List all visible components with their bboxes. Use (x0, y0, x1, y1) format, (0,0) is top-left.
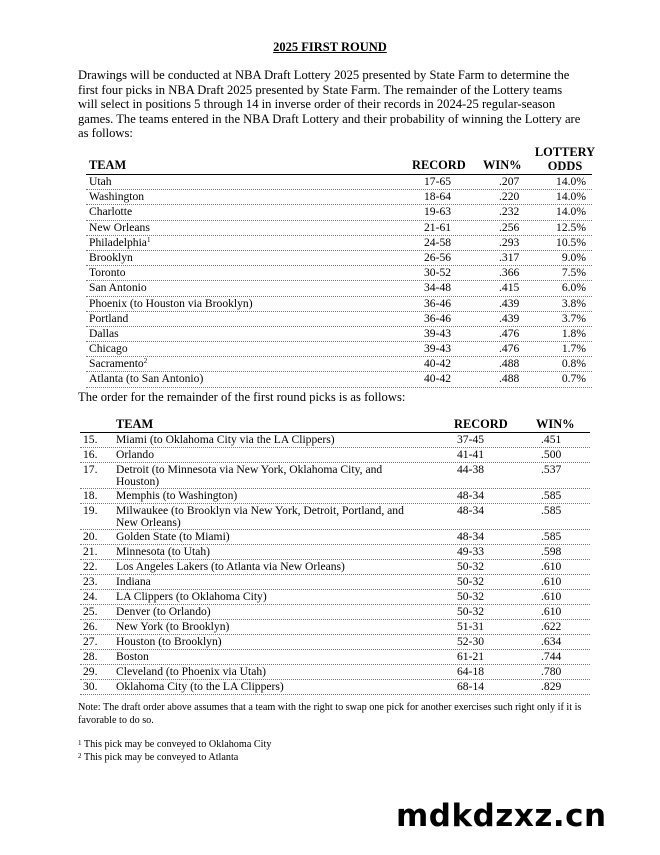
win-pct-cell: .537 (541, 462, 562, 476)
win-pct-cell: .585 (541, 488, 562, 502)
team-cell (89, 205, 132, 219)
win-pct-cell: .476 (499, 326, 520, 340)
win-pct-cell: .415 (499, 281, 520, 295)
win-pct-cell: .488 (499, 372, 520, 386)
team-cell: Oklahoma City (to the LA Clippers) (116, 679, 284, 693)
team-cell: Miami (to Oklahoma City via the LA Clippers) (116, 432, 335, 446)
pick-number-cell: 17. (83, 462, 98, 476)
lottery-odds-cell: 12.5% (556, 220, 586, 234)
team-cell (89, 312, 128, 326)
team-cell (89, 190, 144, 204)
remainder-intro: The order for the remainder of the first round picks is as follows: (78, 390, 406, 404)
team-cell: Los Angeles Lakers (to Atlanta via New Orleans) (116, 559, 345, 573)
win-pct-cell: .598 (541, 544, 562, 558)
pick-number-cell: 30. (83, 679, 98, 693)
team-cell: Milwaukee (to Brooklyn via New York, Detroit, Portland, and New Orleans) (116, 503, 404, 530)
lottery-odds-cell: 9.0% (561, 250, 586, 264)
lottery-odds-cell: 0.8% (561, 357, 586, 371)
record-cell: 48-34 (457, 529, 485, 543)
team-cell: Minnesota (to Utah) (116, 544, 211, 558)
lottery-odds-cell: 14.0% (556, 190, 586, 204)
pick-number-cell: 18. (83, 488, 98, 502)
team-name: San Antonio (89, 281, 147, 295)
win-pct-cell: .220 (499, 190, 520, 204)
team-cell: Houston (to Brooklyn) (116, 634, 222, 648)
table-row (80, 504, 590, 530)
watermark: mdkdzxz.cn (396, 798, 607, 834)
record-cell: 17-65 (424, 175, 452, 188)
table-row (86, 205, 592, 220)
footnote-text: This pick may be conveyed to Atlanta (81, 752, 239, 763)
team-cell (89, 327, 119, 341)
team-cell: Golden State (to Miami) (116, 529, 230, 543)
table-row (80, 530, 590, 545)
record-cell: 19-63 (424, 205, 452, 219)
win-pct-cell: .317 (499, 250, 520, 264)
team-cell (89, 342, 128, 356)
header-win-pct: WIN% (536, 417, 575, 431)
team-cell (89, 372, 203, 386)
record-cell: 39-43 (424, 342, 452, 356)
record-cell: 36-46 (424, 296, 452, 310)
table-row (86, 372, 592, 387)
team-cell: LA Clippers (to Oklahoma City) (116, 589, 267, 603)
pick-number-cell: 23. (83, 574, 98, 588)
team-cell: Orlando (116, 447, 154, 461)
team-cell: Detroit (to Minnesota via New York, Oklahoma City, and Houston) (116, 462, 383, 488)
pick-number-cell: 24. (83, 589, 98, 603)
footnote-mark: 1 (78, 739, 82, 747)
pick-number-cell: 25. (83, 604, 98, 618)
table-row (86, 251, 592, 266)
win-pct-cell: .634 (541, 634, 562, 648)
record-cell: 41-41 (457, 447, 485, 461)
pick-number-cell: 29. (83, 664, 98, 678)
record-cell: 24-58 (424, 235, 452, 249)
table-row (80, 545, 590, 560)
table-row (86, 190, 592, 205)
table-row (86, 221, 592, 236)
record-cell: 50-32 (457, 589, 485, 603)
team-cell: Memphis (to Washington) (116, 488, 238, 502)
pick-number-cell: 28. (83, 649, 98, 663)
table-row (80, 575, 590, 590)
lottery-odds-cell: 14.0% (556, 175, 586, 188)
table-row (80, 448, 590, 463)
pick-number-cell: 22. (83, 559, 98, 573)
win-pct-cell: .610 (541, 589, 562, 603)
win-pct-cell: .476 (499, 342, 520, 356)
remainder-table-header (80, 418, 590, 433)
team-name: Dallas (89, 326, 119, 340)
win-pct-cell: .256 (499, 220, 520, 234)
team-cell: Boston (116, 649, 149, 663)
win-pct-cell: .366 (499, 266, 520, 280)
header-lottery-odds (530, 145, 600, 173)
team-name: Washington (89, 190, 145, 204)
lottery-odds-cell: 0.7% (561, 372, 586, 386)
win-pct-cell: .610 (541, 604, 562, 618)
record-cell: 39-43 (424, 326, 452, 340)
pick-number-cell: 15. (83, 432, 98, 446)
record-cell: 50-32 (457, 559, 485, 573)
record-cell: 61-21 (457, 649, 485, 663)
team-cell (89, 251, 133, 265)
win-pct-cell: .232 (499, 205, 520, 219)
record-cell: 51-31 (457, 619, 485, 633)
table-row (80, 560, 590, 575)
header-team: TEAM (116, 417, 154, 431)
win-pct-cell: .207 (499, 175, 520, 188)
pick-number-cell: 16. (83, 447, 98, 461)
lottery-odds-cell: 10.5% (556, 235, 586, 249)
win-pct-cell: .451 (541, 432, 562, 446)
header-odds-line2: ODDS (547, 159, 583, 173)
record-cell: 48-34 (457, 503, 485, 517)
lottery-odds-cell: 7.5% (561, 266, 586, 280)
record-cell: 40-42 (424, 357, 452, 371)
team-cell: Indiana (116, 574, 151, 588)
record-cell: 50-32 (457, 574, 485, 588)
pick-number-cell: 20. (83, 529, 98, 543)
table-row (80, 433, 590, 448)
record-cell: 50-32 (457, 604, 485, 618)
record-cell: 44-38 (457, 462, 485, 476)
table-row (86, 236, 592, 251)
table-row (80, 605, 590, 620)
team-name: Philadelphia (89, 235, 147, 249)
record-cell: 48-34 (457, 488, 485, 502)
page-title: 2025 FIRST ROUND (273, 40, 387, 54)
record-cell: 64-18 (457, 664, 485, 678)
header-win-pct: WIN% (483, 158, 522, 172)
pick-number-cell: 19. (83, 503, 98, 517)
team-name: Phoenix (to Houston via Brooklyn) (89, 296, 253, 310)
team-name: Toronto (89, 266, 126, 280)
team-cell (89, 221, 150, 235)
win-pct-cell: .829 (541, 679, 562, 693)
lottery-table (86, 145, 596, 388)
win-pct-cell: .488 (499, 357, 520, 371)
win-pct-cell: .439 (499, 296, 520, 310)
record-cell: 30-52 (424, 266, 452, 280)
table-row (86, 342, 592, 357)
table-row (80, 680, 590, 695)
table-row (80, 635, 590, 650)
footnote-1 (78, 739, 271, 750)
team-name: Charlotte (89, 205, 133, 219)
team-cell: Denver (to Orlando) (116, 604, 211, 618)
pick-number-cell: 21. (83, 544, 98, 558)
win-pct-cell: .585 (541, 529, 562, 543)
lottery-odds-cell: 3.8% (561, 296, 586, 310)
team-cell: New York (to Brooklyn) (116, 619, 230, 633)
record-cell: 21-61 (424, 220, 452, 234)
header-record: RECORD (412, 158, 466, 172)
header-team: TEAM (89, 158, 127, 172)
record-cell: 36-46 (424, 311, 452, 325)
remainder-table (80, 418, 590, 695)
record-cell: 18-64 (424, 190, 452, 204)
team-cell (89, 297, 253, 311)
lottery-table-body (86, 175, 592, 388)
footnote-mark: 2 (143, 357, 148, 366)
team-name: Chicago (89, 342, 128, 356)
draft-order-note: Note: The draft order above assumes that a team with the right to swap one pick for another exercises such right only if it is favorable to do so. (78, 702, 582, 726)
lottery-odds-cell: 1.7% (561, 342, 586, 356)
pick-number-cell: 26. (83, 619, 98, 633)
record-cell: 26-56 (424, 250, 452, 264)
table-row (80, 590, 590, 605)
team-name: New Orleans (89, 220, 150, 234)
team-cell (89, 236, 150, 250)
team-name: Sacramento (89, 357, 144, 371)
table-row (86, 281, 592, 296)
footnote-mark: 2 (78, 752, 82, 760)
record-cell: 52-30 (457, 634, 485, 648)
win-pct-cell: .610 (541, 559, 562, 573)
team-name: Brooklyn (89, 250, 133, 264)
team-cell: Cleveland (to Phoenix via Utah) (116, 664, 267, 678)
table-row (86, 357, 592, 372)
lottery-odds-cell: 1.8% (561, 326, 586, 340)
table-row (86, 297, 592, 312)
table-row (80, 463, 590, 489)
team-cell (89, 357, 147, 371)
lottery-odds-cell: 14.0% (556, 205, 586, 219)
team-name: Atlanta (to San Antonio) (89, 372, 204, 386)
record-cell: 34-48 (424, 281, 452, 295)
team-cell (89, 175, 112, 189)
footnote-text: This pick may be conveyed to Oklahoma City (81, 739, 272, 750)
lottery-odds-cell: 3.7% (561, 311, 586, 325)
win-pct-cell: .439 (499, 311, 520, 325)
record-cell: 40-42 (424, 372, 452, 386)
footnote-mark: 1 (146, 235, 151, 244)
win-pct-cell: .622 (541, 619, 562, 633)
win-pct-cell: .780 (541, 664, 562, 678)
table-row (80, 665, 590, 680)
footnote-2 (78, 752, 238, 763)
intro-paragraph: Drawings will be conducted at NBA Draft Lottery 2025 presented by State Farm to determine the first four picks in NBA Draft 2025 presented by State Farm. The remainder of the Lottery teams will select in positions 5 through 14 in inverse order of their records in 2024-25 regular-season games. The teams entered in the NBA Draft Lottery and their probability of winning the Lottery are as follows: (78, 68, 581, 141)
header-odds-line1: LOTTERY (534, 145, 596, 159)
table-row (86, 327, 592, 342)
record-cell: 37-45 (457, 432, 485, 446)
team-cell (89, 266, 126, 280)
remainder-table-body (80, 433, 590, 695)
table-row (80, 620, 590, 635)
table-row (86, 175, 592, 190)
win-pct-cell: .293 (499, 235, 520, 249)
win-pct-cell: .585 (541, 503, 562, 517)
header-record: RECORD (454, 417, 508, 431)
team-name: Portland (89, 311, 129, 325)
team-cell (89, 281, 147, 295)
win-pct-cell: .744 (541, 649, 562, 663)
lottery-odds-cell: 6.0% (561, 281, 586, 295)
table-row (86, 312, 592, 327)
win-pct-cell: .500 (541, 447, 562, 461)
pick-number-cell: 27. (83, 634, 98, 648)
win-pct-cell: .610 (541, 574, 562, 588)
table-row (80, 489, 590, 504)
table-row (86, 266, 592, 281)
lottery-table-header (86, 145, 596, 175)
team-name: Utah (89, 175, 112, 188)
record-cell: 68-14 (457, 679, 485, 693)
table-row (80, 650, 590, 665)
record-cell: 49-33 (457, 544, 485, 558)
